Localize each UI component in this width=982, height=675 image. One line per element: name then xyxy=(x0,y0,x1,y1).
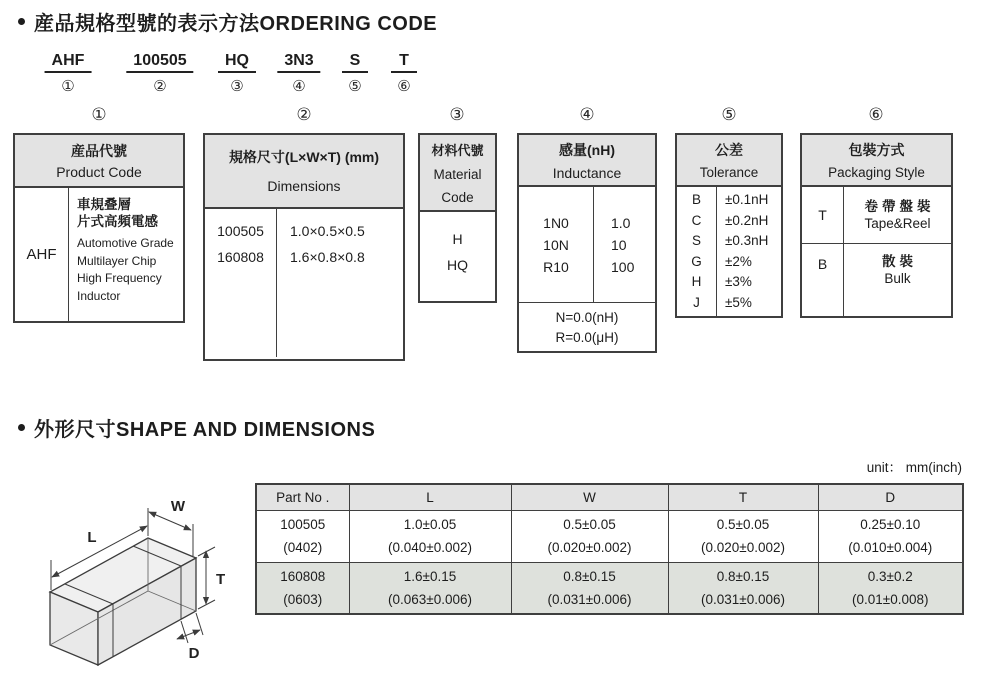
inductance-value: 100 xyxy=(611,258,635,275)
packaging-header-en: Packaging Style xyxy=(828,165,925,180)
dim-L-mm: 1.6±0.15 xyxy=(403,568,457,584)
box-inductance-header xyxy=(519,135,655,187)
tolerance-value: ±0.1nH xyxy=(725,192,769,207)
box-dimensions-body xyxy=(205,209,403,357)
dim-W-mm: 0.8±0.15 xyxy=(563,568,616,584)
product-desc-en-line: Automotive Grade xyxy=(77,236,174,250)
ordering-title-en: ORDERING CODE xyxy=(259,13,438,35)
packaging-tape-en: Tape&Reel xyxy=(864,216,931,231)
code-part-5 xyxy=(342,52,368,95)
packaging-desc-bulk xyxy=(844,244,951,318)
box-tolerance-header xyxy=(677,135,781,187)
code-num-6: ⑥ xyxy=(397,78,411,95)
packaging-desc-tape xyxy=(844,187,951,243)
dim-T-inch: (0.020±0.002) xyxy=(701,540,785,555)
inductance-code: 1N0 xyxy=(543,214,569,231)
box-dimensions-header xyxy=(205,135,403,209)
box-packaging-header xyxy=(802,135,951,187)
box-material-body xyxy=(420,212,495,278)
product-description xyxy=(69,188,183,321)
col-header-part: Part No . xyxy=(256,484,349,510)
part-no-inch: (0402) xyxy=(283,540,323,555)
tolerance-code: G xyxy=(691,253,702,269)
product-desc-en-line: High Frequency xyxy=(77,271,162,285)
packaging-row-tape xyxy=(802,187,951,244)
inductance-notes xyxy=(519,302,655,348)
box-packaging xyxy=(800,133,953,318)
box-material-code xyxy=(418,133,497,303)
part-no: 100505 xyxy=(280,517,326,532)
dim-T-mm: 0.5±0.05 xyxy=(716,517,770,532)
dim-T-mm: 0.8±0.15 xyxy=(716,568,770,584)
material-header-en1: Material xyxy=(433,167,482,182)
dimensions-value: 1.6×0.8×0.8 xyxy=(290,249,365,265)
inductance-values xyxy=(594,187,655,302)
inductance-note-r: R=0.0(μH) xyxy=(555,330,619,345)
col-header-T: T xyxy=(668,484,818,510)
tolerance-header-zh: 公差 xyxy=(715,142,743,158)
box-tolerance-body xyxy=(677,187,781,316)
code-value-packaging: T xyxy=(391,52,417,73)
dim-L-inch: (0.063±0.006) xyxy=(388,591,472,607)
dim-label-T: T xyxy=(216,571,226,588)
material-code: H xyxy=(452,231,463,247)
tolerance-value: ±0.3nH xyxy=(725,233,769,248)
code-num-3: ③ xyxy=(230,78,244,95)
table-row xyxy=(256,562,963,614)
tolerance-code: C xyxy=(691,212,702,228)
dimensions-values xyxy=(277,209,403,357)
tolerance-header-en: Tolerance xyxy=(699,165,759,180)
dim-L-inch: (0.040±0.002) xyxy=(388,540,472,555)
code-num-4: ④ xyxy=(292,78,306,95)
packaging-row-bulk xyxy=(802,244,951,318)
dim-W-inch: (0.020±0.002) xyxy=(547,540,632,555)
table-header-row xyxy=(256,484,963,510)
box-material-header xyxy=(420,135,495,212)
material-header-en2: Code xyxy=(441,190,474,205)
bullet-icon xyxy=(18,424,25,431)
box-num-1: ① xyxy=(91,105,107,124)
product-desc-zh2: 片式高頻電感 xyxy=(77,214,158,229)
box-num-3: ③ xyxy=(449,105,465,124)
packaging-header-zh: 包裝方式 xyxy=(848,142,905,158)
inductance-code: R10 xyxy=(543,258,569,275)
dim-T-inch: (0.031±0.006) xyxy=(701,591,785,607)
product-header-zh: 産品代號 xyxy=(71,143,127,159)
section-title-ordering xyxy=(34,7,437,36)
dim-D-inch: (0.010±0.004) xyxy=(848,540,933,555)
packaging-code-t: T xyxy=(802,187,844,243)
col-header-W: W xyxy=(511,484,668,510)
code-part-2 xyxy=(126,52,193,95)
shape-title-zh: 外形尺寸 xyxy=(34,419,116,441)
packaging-tape-zh: 卷帶盤裝 xyxy=(864,199,935,214)
dim-W-mm: 0.5±0.05 xyxy=(563,517,616,532)
tolerance-value: ±5% xyxy=(725,294,752,310)
box-num-4: ④ xyxy=(579,105,595,124)
chip-shape-diagram xyxy=(8,496,248,673)
product-desc-zh1: 車規叠層 xyxy=(77,197,131,212)
code-part-3 xyxy=(218,52,256,95)
product-desc-en-line: Multilayer Chip xyxy=(77,253,157,268)
bullet-icon xyxy=(18,18,25,25)
inductance-value: 1.0 xyxy=(611,214,631,231)
dim-label-W: W xyxy=(170,498,186,515)
col-header-L: L xyxy=(349,484,511,510)
inductance-note-n: N=0.0(nH) xyxy=(555,310,619,325)
code-num-5: ⑤ xyxy=(348,78,362,95)
code-num-1: ① xyxy=(61,78,75,95)
dim-W-inch: (0.031±0.006) xyxy=(547,591,632,607)
dimensions-value: 1.0×0.5×0.5 xyxy=(290,223,365,239)
code-value-tolerance: S xyxy=(342,52,368,73)
tolerance-value: ±3% xyxy=(725,274,752,289)
unit-note: unit： mm(inch) xyxy=(866,460,962,475)
part-no-inch: (0603) xyxy=(283,591,323,607)
ordering-title-zh: 産品規格型號的表示方法 xyxy=(34,13,260,35)
inductance-header-zh: 感量(nH) xyxy=(559,142,615,158)
tolerance-values xyxy=(717,187,781,316)
section-title-shape xyxy=(34,413,375,442)
box-inductance-body xyxy=(519,187,655,302)
packaging-bulk-zh: 散裝 xyxy=(882,254,917,269)
tolerance-code: B xyxy=(691,192,701,207)
dim-label-L: L xyxy=(87,529,97,546)
tolerance-code: J xyxy=(693,294,700,310)
box-inductance xyxy=(517,133,657,353)
product-desc-en-line: Inductor xyxy=(77,288,121,303)
dimensions-header-en: Dimensions xyxy=(267,178,341,194)
box-num-6: ⑥ xyxy=(868,105,884,124)
dimensions-code: 100505 xyxy=(217,223,264,239)
packaging-bulk-en: Bulk xyxy=(884,271,911,286)
inductance-codes xyxy=(519,187,594,302)
dimensions-code: 160808 xyxy=(217,249,264,265)
code-value-inductance: 3N3 xyxy=(277,52,320,73)
box-tolerance xyxy=(675,133,783,318)
tolerance-value: ±0.2nH xyxy=(725,212,769,228)
product-desc-en xyxy=(77,235,179,305)
code-part-4 xyxy=(277,52,320,95)
dimensions-header-zh: 規格尺寸(L×W×T) (mm) xyxy=(228,149,380,165)
code-part-6 xyxy=(391,52,417,95)
dim-D-inch: (0.01±0.008) xyxy=(852,591,929,607)
dim-D-mm: 0.3±0.2 xyxy=(867,568,913,584)
col-header-D: D xyxy=(818,484,963,510)
inductance-value: 10 xyxy=(611,236,627,253)
material-header-zh: 材料代號 xyxy=(431,143,484,158)
tolerance-value: ±2% xyxy=(725,253,752,269)
inductance-header-en: Inductance xyxy=(552,165,622,181)
dim-L-mm: 1.0±0.05 xyxy=(403,517,457,532)
dim-label-D: D xyxy=(188,645,200,662)
dim-T-lines xyxy=(198,547,215,609)
code-num-2: ② xyxy=(153,78,167,95)
material-code: HQ xyxy=(447,257,468,273)
box-product-body xyxy=(15,188,183,321)
part-no: 160808 xyxy=(280,568,326,584)
tolerance-code: H xyxy=(691,274,702,289)
box-product-header xyxy=(15,135,183,188)
tolerance-code: S xyxy=(691,233,701,248)
table-row xyxy=(256,510,963,562)
box-product-code xyxy=(13,133,185,323)
dimensions-table xyxy=(255,483,964,615)
packaging-code-b: B xyxy=(802,244,844,318)
inductance-code: 10N xyxy=(543,236,569,253)
code-value-material: HQ xyxy=(218,52,256,73)
tolerance-codes xyxy=(677,187,717,316)
box-dimensions xyxy=(203,133,405,361)
dimensions-codes xyxy=(205,209,277,357)
dim-D-mm: 0.25±0.10 xyxy=(860,517,921,532)
box-num-5: ⑤ xyxy=(721,105,737,124)
code-value-size: 100505 xyxy=(126,52,193,73)
product-code-value: AHF xyxy=(15,188,69,321)
code-part-1 xyxy=(45,52,92,95)
box-num-2: ② xyxy=(296,105,312,124)
shape-title-en: SHAPE AND DIMENSIONS xyxy=(116,419,376,441)
product-header-en: Product Code xyxy=(56,164,142,180)
code-value-product: AHF xyxy=(45,52,92,73)
